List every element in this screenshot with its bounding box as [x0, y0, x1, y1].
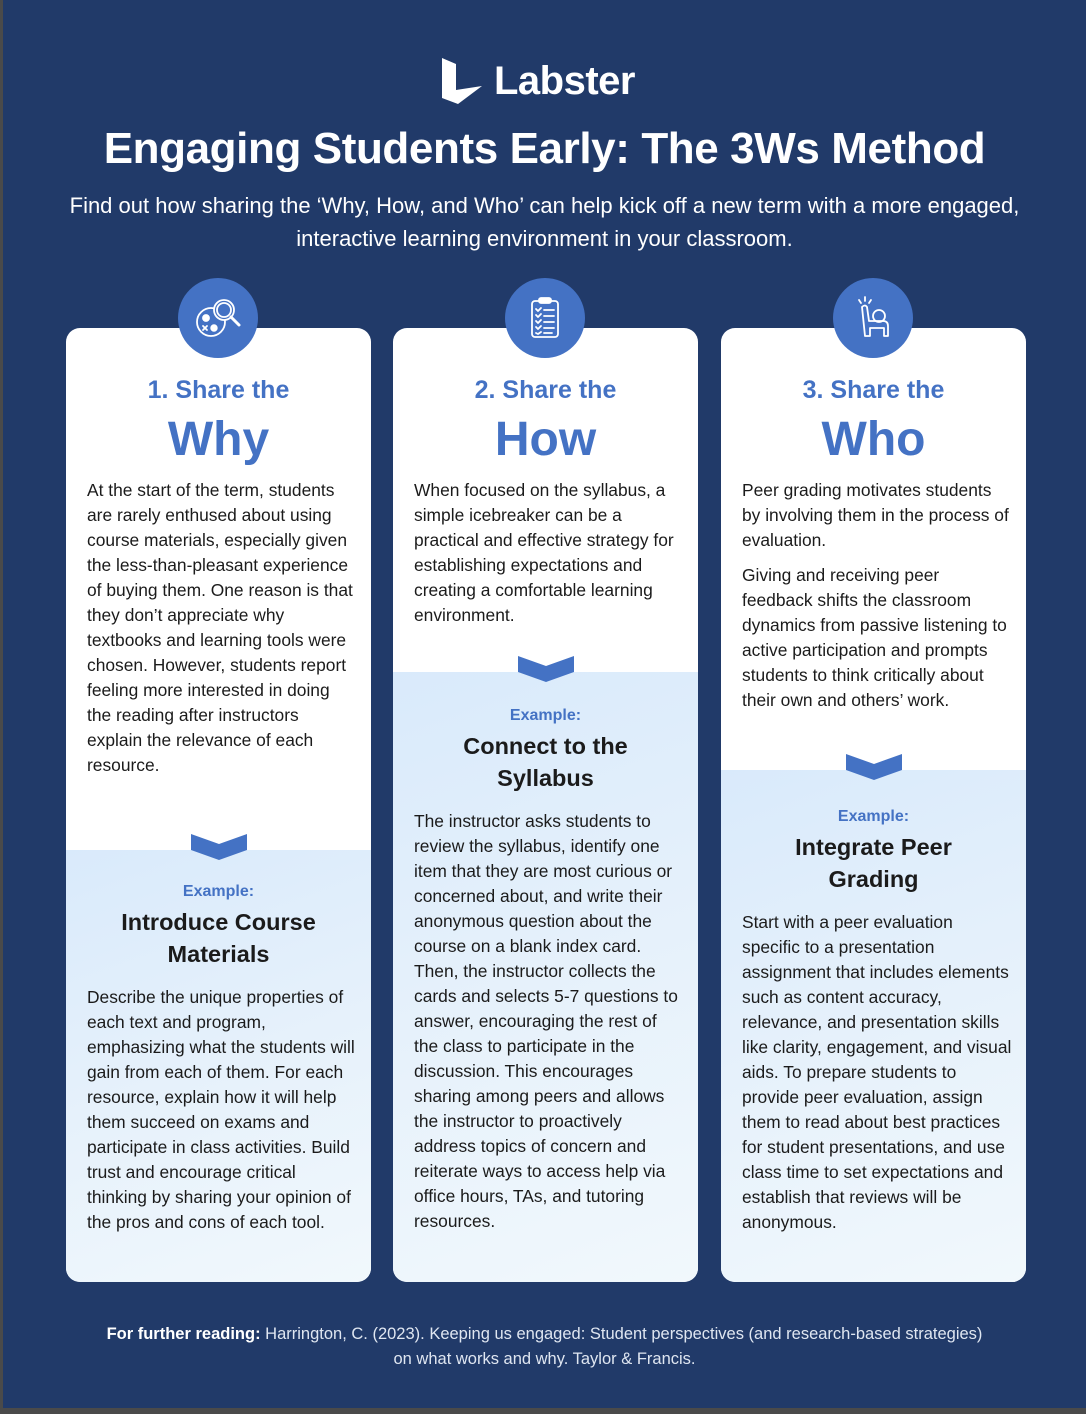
card-heading-prefix: 1. Share the: [147, 376, 290, 404]
example-label: Example:: [837, 808, 910, 825]
card-heading-prefix: 3. Share the: [802, 376, 945, 404]
citation-text: Harrington, C. (2023). Keeping us engaged: Student perspectives (and research-based strategies) on what works and why. Taylor & Francis.: [265, 1325, 983, 1368]
brand-name: Labster: [494, 58, 635, 103]
labster-logo-icon: [440, 56, 484, 106]
card-heading-prefix: 2. Share the: [474, 376, 617, 404]
card-heading-word: How: [494, 413, 597, 466]
card-heading-word: Why: [167, 413, 270, 466]
card-how: [393, 328, 698, 1282]
example-description: Start with a peer evaluation specific to a presentation assignment that includes elements such as content accuracy, relevance, and presentation skills like clarity, engagement, and visual aids. To prepare students to provide peer evaluation, assign them to read about best practices for student presentations, and use class time to set expectations and establish that reviews will be anonymous.: [742, 912, 1012, 1232]
example-label: Example:: [182, 883, 255, 900]
example-title: Introduce Course Materials: [121, 909, 316, 967]
example-title: Integrate Peer Grading: [795, 834, 952, 892]
example-description: Describe the unique properties of each text and program, emphasizing what the students will gain from each of them. For each resource, explain how it will help them succeed on exams and participate in class activities. Build trust and encourage critical thinking by sharing your opinion of the pros and cons of each tool.: [87, 987, 355, 1232]
page-title: Engaging Students Early: The 3Ws Method: [103, 124, 986, 173]
card-heading-word: Who: [821, 413, 926, 466]
page-subtitle: Find out how sharing the ‘Why, How, and Who’ can help kick off a new term with a more engaged, interactive learning environment in your classroom.: [69, 193, 1020, 251]
chevron-down-icon: [518, 656, 574, 682]
chevron-down-icon: [191, 834, 247, 860]
example-label: Example:: [509, 707, 582, 724]
card-description: Peer grading motivates students by involving them in the process of evaluation. Giving and receiving peer feedback shifts the classroom dynamics from passive listening to active participation and prompts students to think critically about their own and others’ work.: [742, 480, 1009, 710]
card-description: At the start of the term, students are rarely enthused about using course materials, especially given the less-than-pleasant experience of buying them. One reason is that they don’t appreciate why textbooks and learning tools were chosen. However, students report feeling more interested in doing the reading after instructors explain the relevance of each resource.: [87, 480, 353, 775]
card-why: [66, 328, 371, 1282]
brand-logo: [440, 56, 635, 106]
card-description: When focused on the syllabus, a simple icebreaker can be a practical and effective strategy for establishing expectations and creating a comfortable learning environment.: [414, 480, 674, 625]
example-description: The instructor asks students to review the syllabus, identify one item that they are most curious or concerned about, and write their anonymous question about the course on a blank index card. Then, the instructor collects the cards and selects 5-7 questions to answer, encouraging the rest of the class to participate in the discussion. This encourages sharing among peers and allows the instructor to proactively address topics of concern and reiterate ways to access help via office hours, TAs, and tutoring resources.: [414, 811, 678, 1231]
card-who: [721, 328, 1026, 1282]
clipboard-checklist-icon: [505, 278, 585, 358]
magnifier-gears-icon: [178, 278, 258, 358]
infographic-page: [3, 0, 1086, 1408]
example-title: Connect to the Syllabus: [463, 733, 628, 791]
chevron-down-icon: [846, 754, 902, 780]
further-reading: [103, 1322, 986, 1372]
raised-hand-icon: [833, 278, 913, 358]
further-reading-label: For further reading:: [106, 1325, 261, 1343]
